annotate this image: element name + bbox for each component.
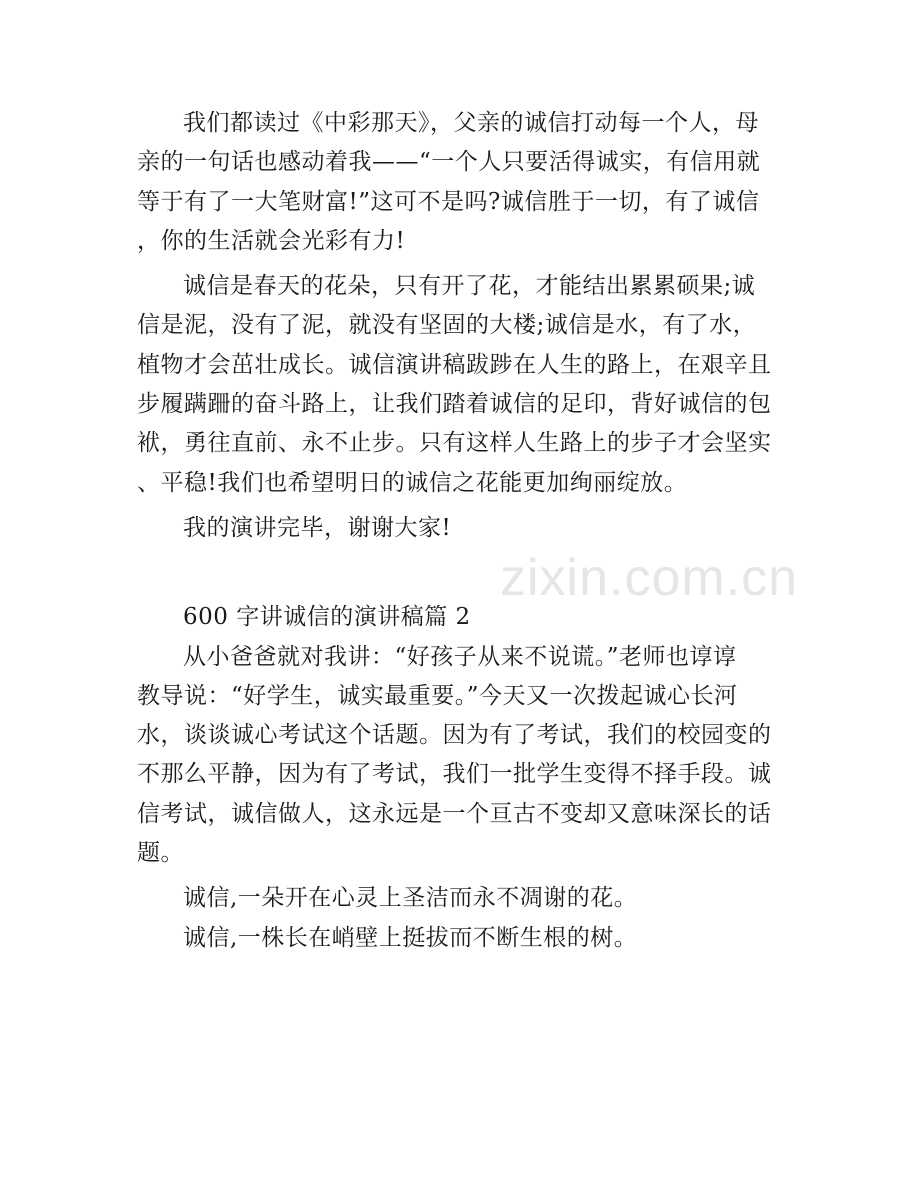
paragraph-6 bbox=[137, 919, 785, 958]
text-line: 信考试，诚信做人，这永远是一个亘古不变却又意味深长的话 bbox=[137, 800, 772, 827]
text-line: 我们都读过《中彩那天》，父亲的诚信打动每一个人，母 bbox=[183, 110, 759, 136]
text-line: 诚信,一朵开在心灵上圣洁而永不凋谢的花。 bbox=[183, 885, 638, 912]
paragraph-1 bbox=[137, 104, 785, 261]
text-line: 信是泥，没有了泥，就没有坚固的大楼;诚信是水，有了水， bbox=[137, 312, 757, 339]
paragraph-5 bbox=[137, 879, 785, 918]
paragraph-2 bbox=[137, 267, 785, 503]
text-line: 植物才会茁壮成长。诚信演讲稿跋踄在人生的路上，在艰辛且 bbox=[137, 351, 772, 378]
text-line: 教导说：“好学生，诚实最重要。”今天又一次拨起诚心长河 bbox=[137, 682, 738, 709]
text-line: 诚信是春天的花朵，只有开了花，才能结出累累硕果;诚 bbox=[183, 273, 756, 300]
text-line: ，你的生活就会光彩有力! bbox=[137, 227, 406, 254]
text-line: 我的演讲完毕，谢谢大家! bbox=[183, 514, 452, 541]
text-line: 等于有了一大笔财富!”这可不是吗?诚信胜于一切，有了诚信 bbox=[137, 188, 760, 215]
document-body bbox=[137, 104, 785, 958]
text-line: 亲的一句话也感动着我——“一个人只要活得诚实，有信用就 bbox=[137, 149, 761, 176]
text-line: 从小爸爸就对我讲：“好孩子从来不说谎。”老师也谆谆 bbox=[183, 643, 737, 670]
text-line: 诚信,一株长在峭壁上挺拔而不断生根的树。 bbox=[183, 924, 638, 951]
text-line: 步履蹒跚的奋斗路上，让我们踏着诚信的足印，背好诚信的包 bbox=[137, 391, 772, 418]
section-heading: 600 字讲诚信的演讲稿篇 2 bbox=[183, 604, 471, 631]
text-line: 题。 bbox=[137, 840, 184, 867]
paragraph-4 bbox=[137, 638, 785, 874]
text-line: 不那么平静，因为有了考试，我们一批学生变得不择手段。诚 bbox=[137, 761, 772, 788]
watermark-text: zixin.com.cn bbox=[500, 549, 799, 607]
text-line: 袱，勇往直前、永不止步。只有这样人生路上的步子才会坚实 bbox=[137, 430, 772, 457]
paragraph-3 bbox=[137, 509, 785, 548]
text-line: 水，谈谈诚心考试这个话题。因为有了考试，我们的校园变的 bbox=[137, 722, 772, 749]
text-line: 、平稳!我们也希望明日的诚信之花能更加绚丽绽放。 bbox=[137, 469, 688, 496]
